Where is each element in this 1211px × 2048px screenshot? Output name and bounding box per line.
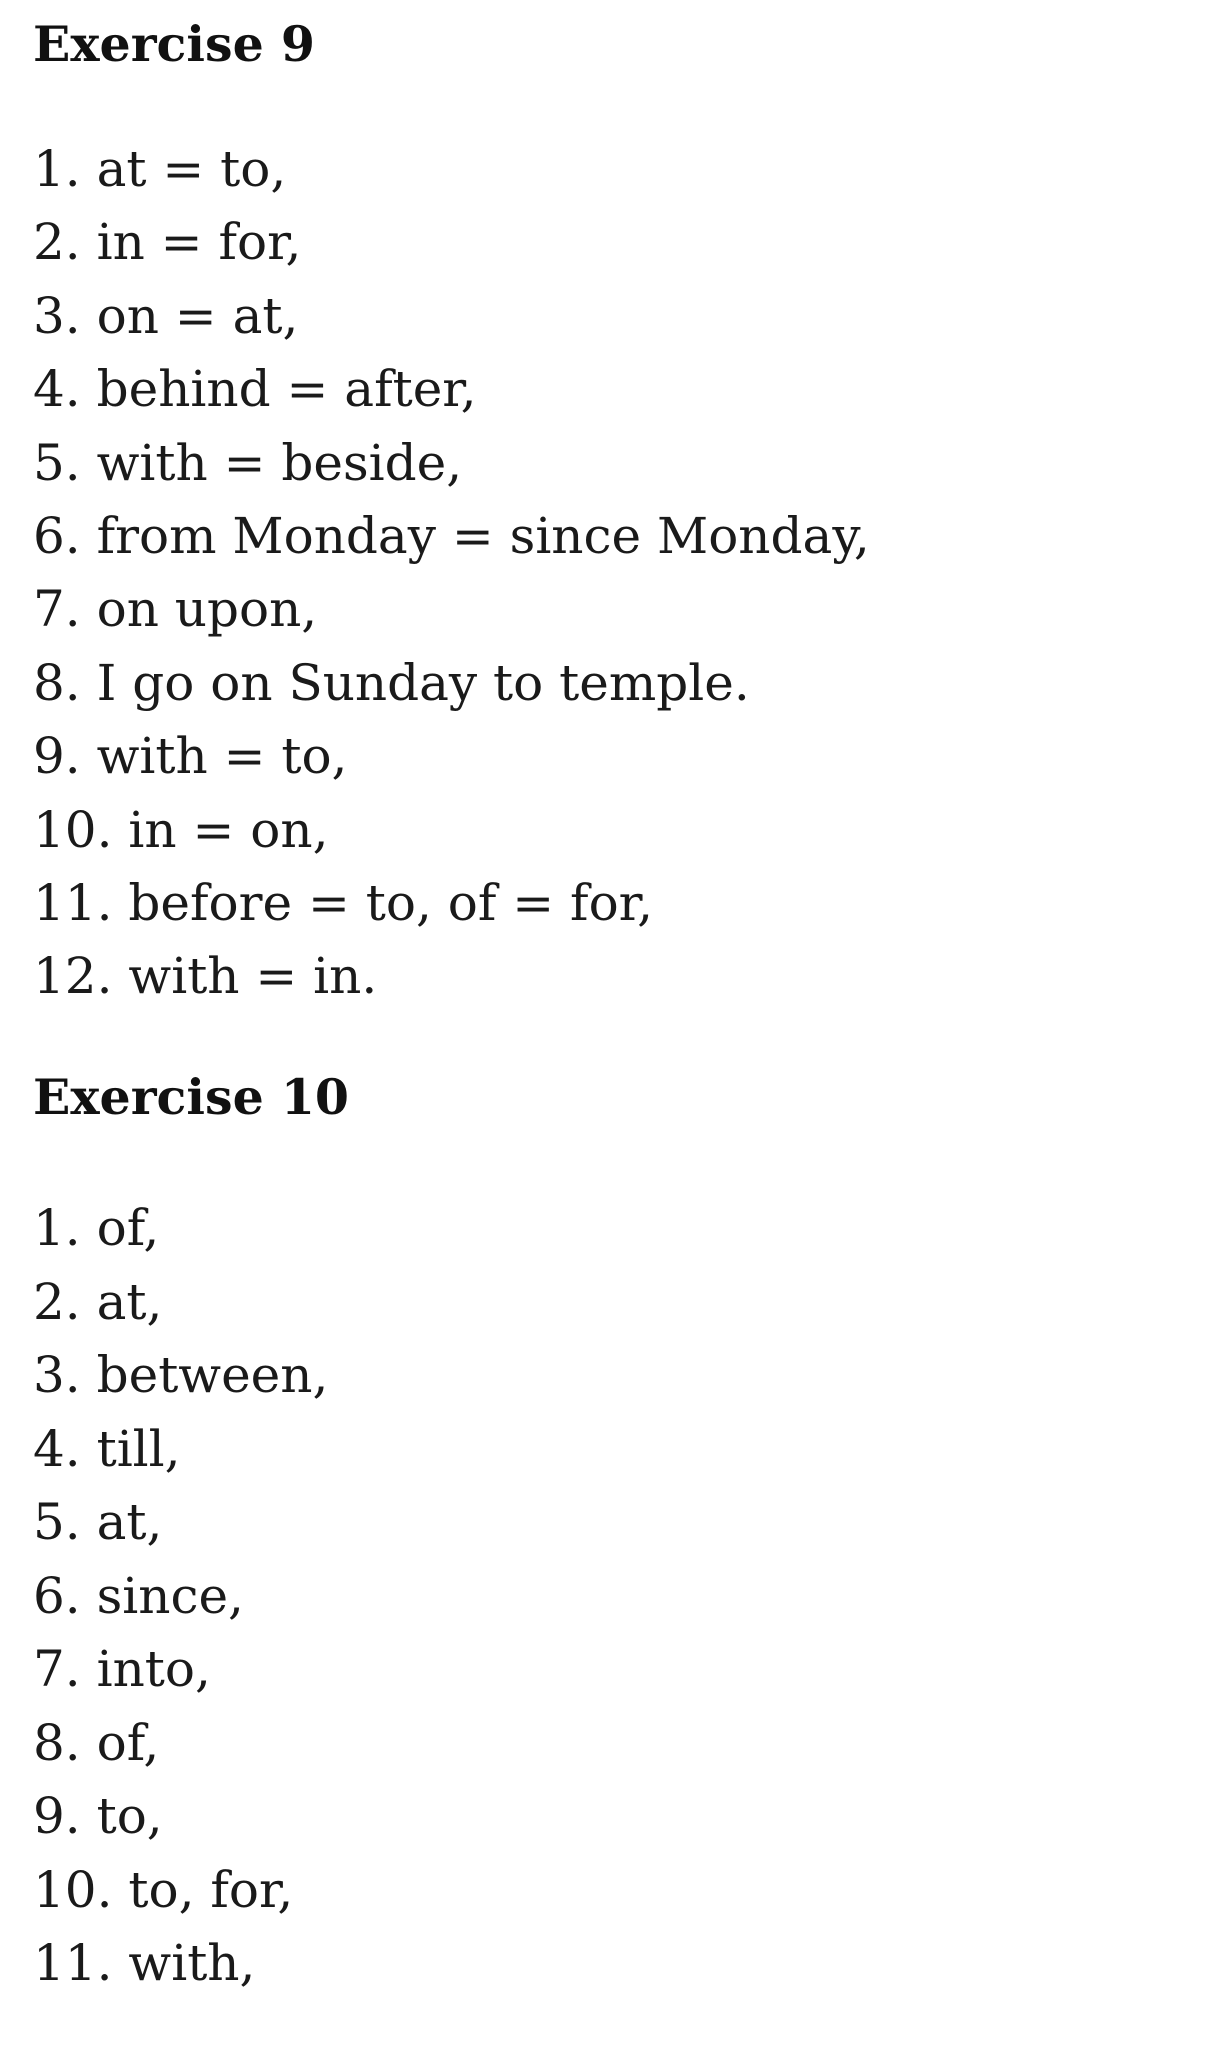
answer-item: 9. with = to, [33, 727, 348, 786]
answer-item: 7. on upon, [33, 580, 318, 639]
answer-item: 8. I go on Sunday to temple. [33, 653, 750, 712]
answer-item: 6. since, [33, 1566, 244, 1625]
answer-item: 6. from Monday = since Monday, [33, 506, 870, 565]
answer-item: 12. with = in. [33, 947, 378, 1006]
exercise-9-heading: Exercise 9 [33, 15, 315, 73]
answer-item: 1. at = to, [33, 140, 287, 198]
exercise-10-heading: Exercise 10 [33, 1068, 350, 1126]
answer-item: 5. with = beside, [33, 433, 463, 492]
answer-item: 4. behind = after, [33, 360, 477, 419]
answer-item: 2. in = for, [33, 213, 302, 272]
answer-item: 10. to, for, [33, 1860, 294, 1919]
answer-item: 2. at, [33, 1272, 163, 1331]
answer-item: 7. into, [33, 1640, 211, 1698]
answer-item: 9. to, [33, 1787, 163, 1845]
answer-item: 8. of, [33, 1713, 160, 1772]
answer-item: 3. on = at, [33, 286, 299, 345]
exercise-9-answer-list [33, 141, 870, 1022]
answer-item: 11. before = to, of = for, [33, 873, 653, 932]
answer-item: 11. with, [33, 1934, 256, 1992]
exercise-10-answer-list [33, 1200, 328, 2009]
answer-item: 10. in = on, [33, 800, 329, 859]
answer-item: 1. of, [33, 1199, 160, 1257]
answer-item: 5. at, [33, 1493, 163, 1551]
answer-item: 4. till, [33, 1419, 181, 1478]
answer-item: 3. between, [33, 1346, 329, 1404]
